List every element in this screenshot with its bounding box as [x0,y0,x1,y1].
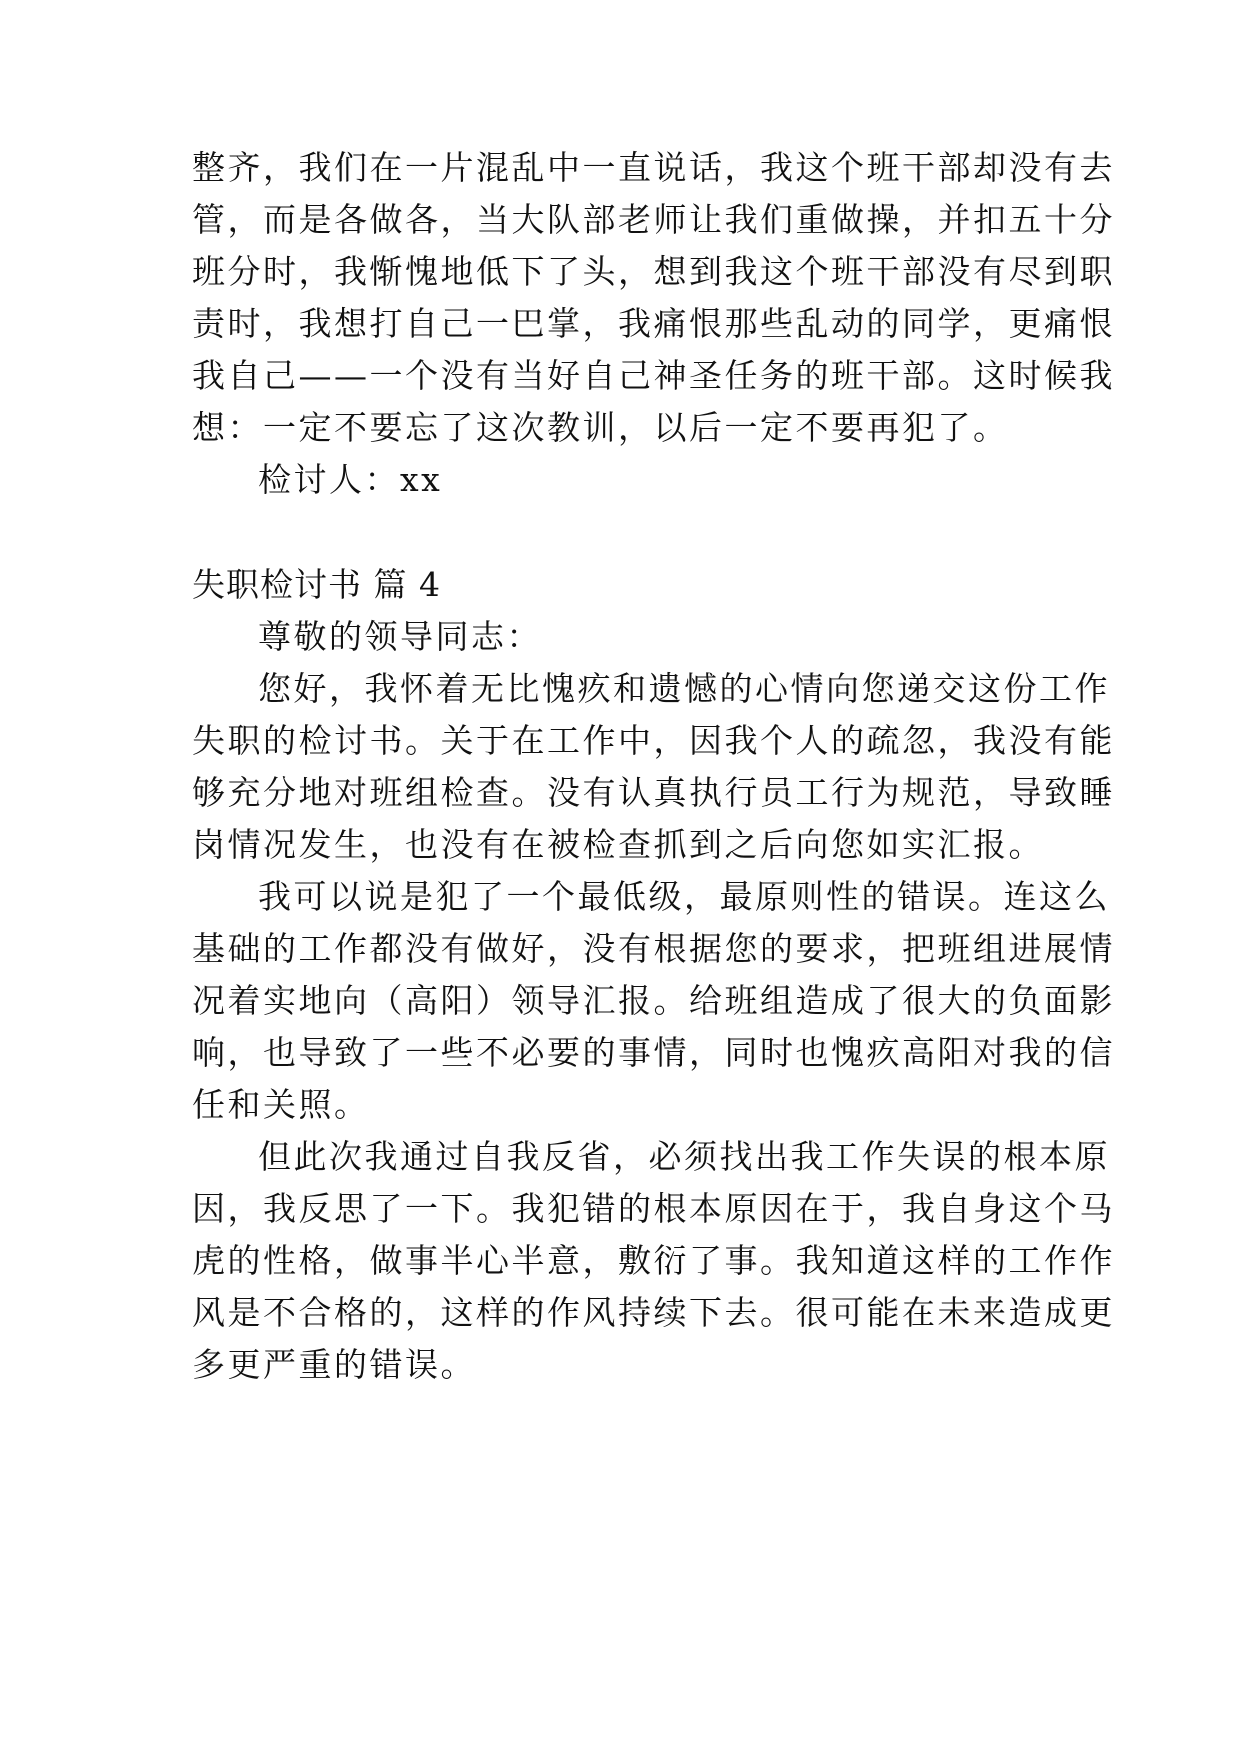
section-heading: 失职检讨书 篇 4 [192,565,441,604]
paragraph-line: 我自己——一个没有当好自己神圣任务的班干部。这时候我 [192,356,1115,395]
paragraph-line: 但此次我通过自我反省，必须找出我工作失误的根本原 [258,1137,1110,1176]
paragraph-line: 整齐，我们在一片混乱中一直说话，我这个班干部却没有去 [192,148,1115,187]
paragraph-line: 岗情况发生，也没有在被检查抓到之后向您如实汇报。 [192,825,1044,864]
salutation: 尊敬的领导同志： [258,617,542,656]
paragraph-line: 因，我反思了一下。我犯错的根本原因在于，我自身这个马 [192,1189,1115,1228]
paragraph-line: 风是不合格的，这样的作风持续下去。很可能在未来造成更 [192,1293,1115,1332]
paragraph-line: 班分时，我惭愧地低下了头，想到我这个班干部没有尽到职 [192,252,1115,291]
paragraph-line: 基础的工作都没有做好，没有根据您的要求，把班组进展情 [192,929,1115,968]
paragraph-line: 我可以说是犯了一个最低级，最原则性的错误。连这么 [258,877,1110,916]
paragraph-line: 想：一定不要忘了这次教训，以后一定不要再犯了。 [192,408,1009,447]
paragraph-line: 虎的性格，做事半心半意，敷衍了事。我知道这样的工作作 [192,1241,1115,1280]
paragraph-line: 况着实地向（高阳）领导汇报。给班组造成了很大的负面影 [192,981,1115,1020]
paragraph-line: 您好，我怀着无比愧疚和遗憾的心情向您递交这份工作 [258,669,1110,708]
paragraph-line: 责时，我想打自己一巴掌，我痛恨那些乱动的同学，更痛恨 [192,304,1115,343]
paragraph-line: 响，也导致了一些不必要的事情，同时也愧疚高阳对我的信 [192,1033,1115,1072]
paragraph-line: 多更严重的错误。 [192,1345,476,1384]
paragraph-line: 够充分地对班组检查。没有认真执行员工行为规范，导致睡 [192,773,1115,812]
paragraph-line: 管，而是各做各，当大队部老师让我们重做操，并扣五十分 [192,200,1115,239]
paragraph-line: 任和关照。 [192,1085,370,1124]
signature-line: 检讨人：xx [258,460,443,499]
paragraph-line: 失职的检讨书。关于在工作中，因我个人的疏忽，我没有能 [192,721,1115,760]
